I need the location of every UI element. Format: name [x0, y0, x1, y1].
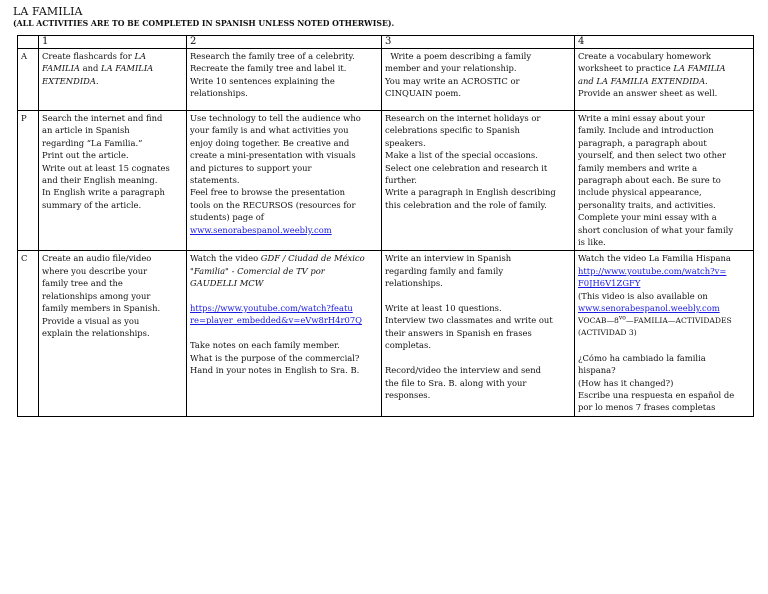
activity-cell: Create flashcards for LA FAMILIA and LA FAMILIA EXTENDIDA. — [39, 49, 187, 111]
senorabespanol-link[interactable]: www.senorabespanol.weebly.com — [578, 303, 720, 314]
activity-cell: Research the family tree of a celebrity. Recreate the family tree and label it. Write 10 sentences explaining the relationships. — [187, 49, 382, 111]
youtube-link-part1[interactable]: https://www.youtube.com/watch?featu — [190, 303, 353, 314]
column-header: 1 — [39, 36, 187, 49]
row-label: C — [18, 251, 39, 416]
activity-cell: Create a vocabulary homework worksheet to practice LA FAMILIA and LA FAMILIA EXTENDIDA. Provide an answer sheet as well. — [575, 49, 754, 111]
column-header: 3 — [382, 36, 575, 49]
table-row — [18, 49, 754, 111]
activities-table — [17, 35, 754, 417]
row-label: A — [18, 49, 39, 111]
activity-cell: Write an interview in Spanish regarding family and family relationships. Write at least 10 questions. Interview two classmates and write out their answers in Spanish en frases completas. Record/video the interview and send the file to Sra. B. along with your responses. — [382, 251, 575, 416]
senorabespanol-link[interactable]: www.senorabespanol.weebly.com — [190, 224, 332, 235]
column-header: 4 — [575, 36, 754, 49]
corner-cell — [18, 36, 39, 49]
page-title: LA FAMILIA — [13, 5, 83, 18]
youtube-familia-hispana-link-part2[interactable]: F0JH6V1ZGFY — [578, 278, 641, 289]
row-label: P — [18, 111, 39, 251]
activity-cell: Research on the internet holidays or celebrations specific to Spanish speakers. Make a list of the special occasions. Select one celebration and research it further. Write a paragraph in English describing this celebration and the role of family. — [382, 111, 575, 251]
youtube-link-part2[interactable]: re=player_embedded&v=eVw8rH4r07Q — [190, 315, 363, 326]
activity-cell: Write a poem describing a family member and your relationship. You may write an ACROSTIC or CINQUAIN poem. — [382, 49, 575, 111]
table-row — [18, 251, 754, 416]
activity-cell: Watch the video La Familia Hispana http://www.youtube.com/watch?v= F0JH6V1ZGFY (This video is also available on www.senorabespanol.weebly.com $VOCAB—8^{vo}—FAMILIA—ACTIVIDADES$ (ACTIVIDAD 3) ¿Cómo ha cambiado la familia hispana? (How has it changed?) Escribe una respuesta en español de por lo menos 7 frases completas — [575, 251, 754, 416]
activity-cell: Search the internet and find an article in Spanish regarding “La Familia.” Print out the article. Write out at least 15 cognates and their English meaning. In English write a paragraph summary of the article. — [39, 111, 187, 251]
youtube-familia-hispana-link-part1[interactable]: http://www.youtube.com/watch?v= — [578, 265, 727, 276]
table-row — [18, 111, 754, 251]
activity-cell: Write a mini essay about your family. Include and introduction paragraph, a paragraph about yourself, and then select two other family members and write a paragraph about each. Be sure to include physical appearance, personality traits, and activities. Complete your mini essay with a short conclusion of what your family is like. — [575, 111, 754, 251]
activity-cell: Use technology to tell the audience who your family is and what activities you enjoy doing together. Be creative and create a mini-presentation with visuals and pictures to support your statements. Feel free to browse the presentation tools on the RECURSOS (resources for students) page of www.senorabespanol.weebly.com — [187, 111, 382, 251]
column-header: 2 — [187, 36, 382, 49]
activity-cell: Create an audio file/video where you describe your family tree and the relationships among your family members in Spanish. Provide a visual as you explain the relationships. — [39, 251, 187, 416]
table-header-row — [18, 36, 754, 49]
activity-cell: Watch the video GDF / Ciudad de México "Familia" - Comercial de TV por GAUDELLI MCW https://www.youtube.com/watch?featu re=player_embedded&v=eVw8rH4r07Q Take notes on each family member. What is the purpose of the commercial? Hand in your notes in English to Sra. B. — [187, 251, 382, 416]
page-subtitle: (ALL ACTIVITIES ARE TO BE COMPLETED IN SPANISH UNLESS NOTED OTHERWISE). — [13, 19, 395, 29]
